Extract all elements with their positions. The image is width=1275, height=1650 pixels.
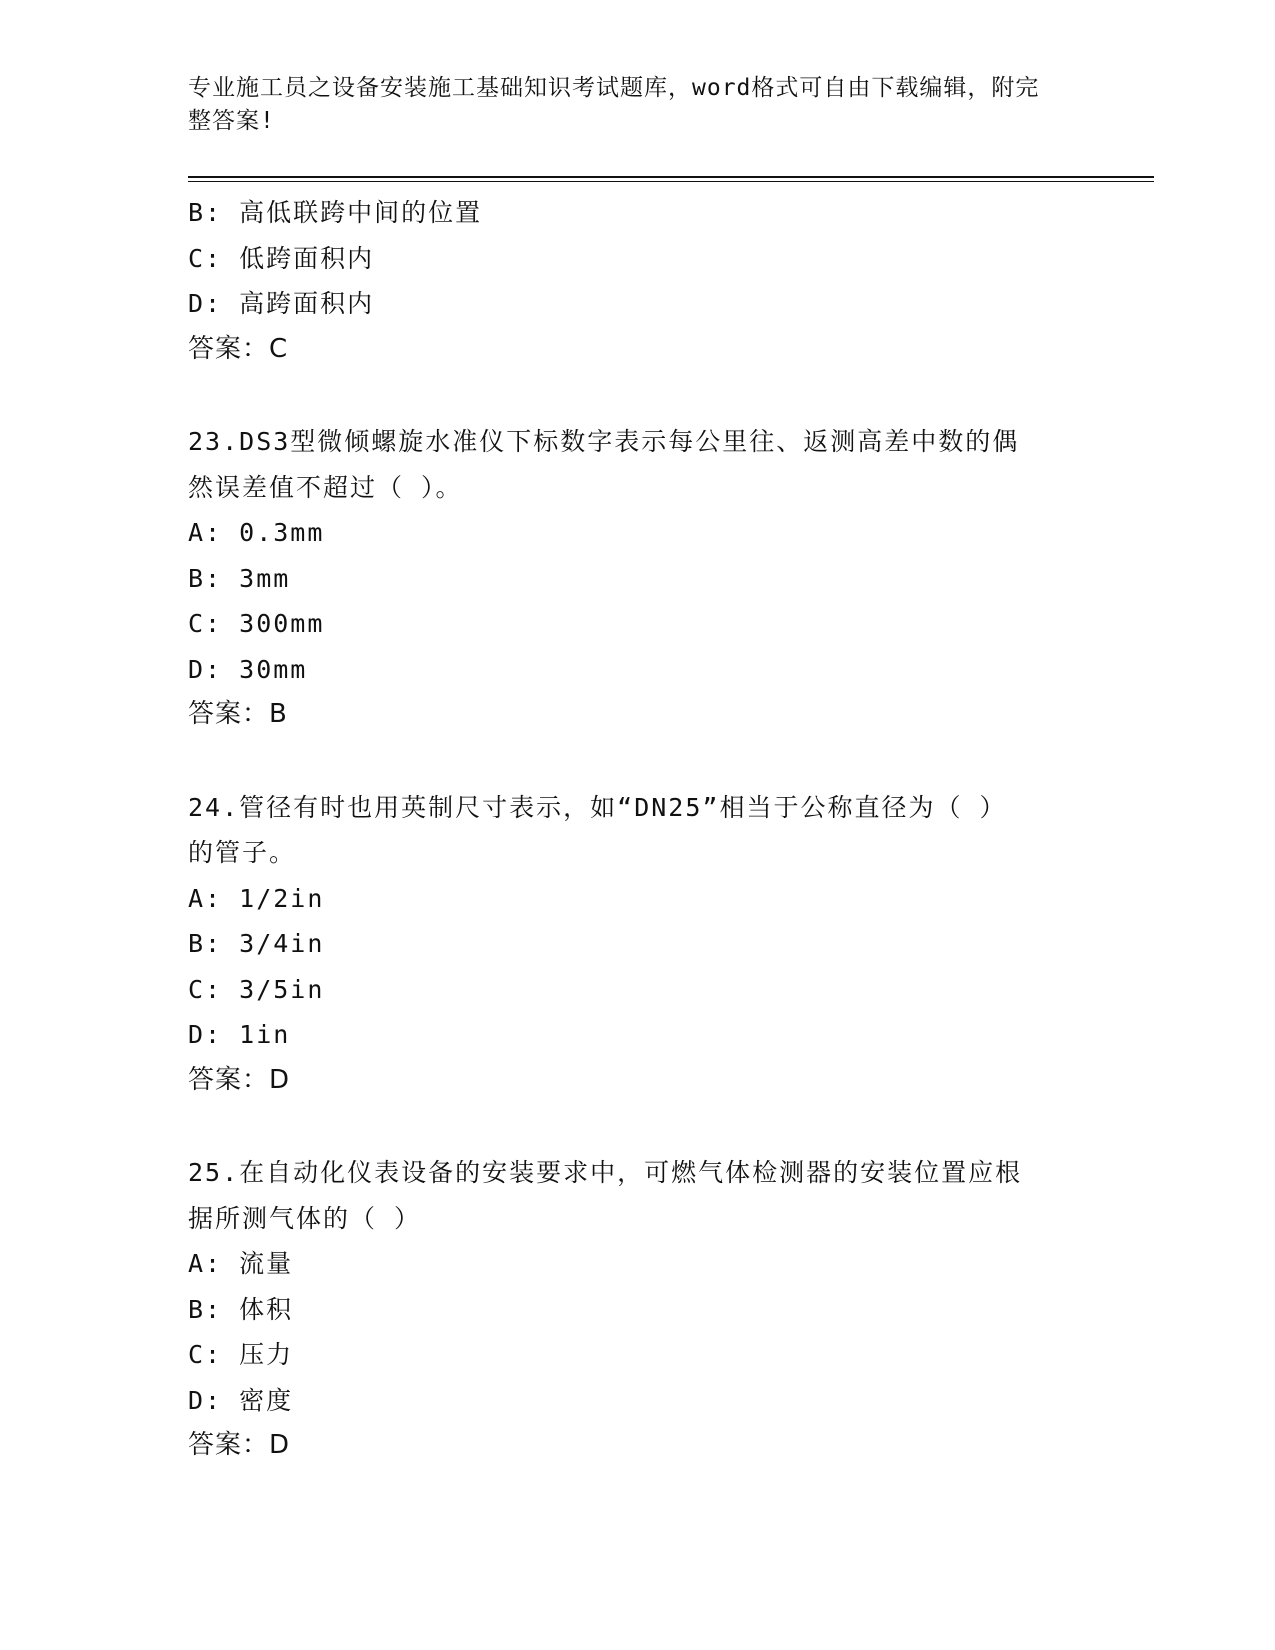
option-b: B: 体积 bbox=[188, 1294, 294, 1324]
header-line-1: 专业施工员之设备安装施工基础知识考试题库，word格式可自由下载编辑，附完 bbox=[188, 75, 1040, 101]
header-line-2: 整答案! bbox=[188, 108, 275, 134]
header-divider-thin bbox=[188, 181, 1154, 182]
question-23 bbox=[188, 419, 1088, 738]
question-24 bbox=[188, 785, 1088, 1104]
spacer bbox=[188, 738, 1088, 785]
option-b: B: 3mm bbox=[188, 563, 291, 593]
question-list bbox=[188, 190, 1088, 1469]
question-text-line-1: 25.在自动化仪表设备的安装要求中，可燃气体检测器的安装位置应根 bbox=[188, 1158, 1023, 1187]
option-c: C: 300mm bbox=[188, 609, 325, 638]
option-c: C: 压力 bbox=[188, 1340, 294, 1369]
spacer bbox=[188, 1103, 1088, 1150]
option-a: A: 1/2in bbox=[188, 883, 325, 913]
option-b: B: 3/4in bbox=[188, 929, 325, 958]
page-header bbox=[188, 72, 1068, 138]
option-a: A: 流量 bbox=[188, 1249, 294, 1278]
spacer bbox=[188, 372, 1088, 419]
question-25 bbox=[188, 1150, 1088, 1469]
answer: 答案：D bbox=[188, 1430, 291, 1460]
header-divider-thick bbox=[188, 176, 1154, 178]
option-c: C: 3/5in bbox=[188, 974, 325, 1004]
option-a: A: 0.3mm bbox=[188, 518, 325, 547]
question-text-line-2: 然误差值不超过（ ）。 bbox=[188, 472, 463, 502]
option-d: D: 1in bbox=[188, 1020, 291, 1049]
option-b: B: 高低联跨中间的位置 bbox=[188, 198, 483, 227]
question-text-line-1: 24.管径有时也用英制尺寸表示，如“DN25”相当于公称直径为（ ） bbox=[188, 792, 1007, 822]
option-d: D: 密度 bbox=[188, 1385, 294, 1415]
question-22-continued bbox=[188, 190, 1088, 372]
option-d: D: 30mm bbox=[188, 654, 308, 684]
answer: 答案：B bbox=[188, 699, 288, 729]
option-d: D: 高跨面积内 bbox=[188, 289, 375, 318]
option-c: C: 低跨面积内 bbox=[188, 243, 375, 273]
question-text-line-2: 据所测气体的（ ） bbox=[188, 1203, 422, 1233]
answer: 答案：D bbox=[188, 1064, 291, 1095]
question-text-line-1: 23.DS3型微倾螺旋水准仪下标数字表示每公里往、返测高差中数的偶 bbox=[188, 427, 1020, 456]
answer: 答案：C bbox=[188, 333, 289, 364]
question-text-line-2: 的管子。 bbox=[188, 838, 297, 867]
